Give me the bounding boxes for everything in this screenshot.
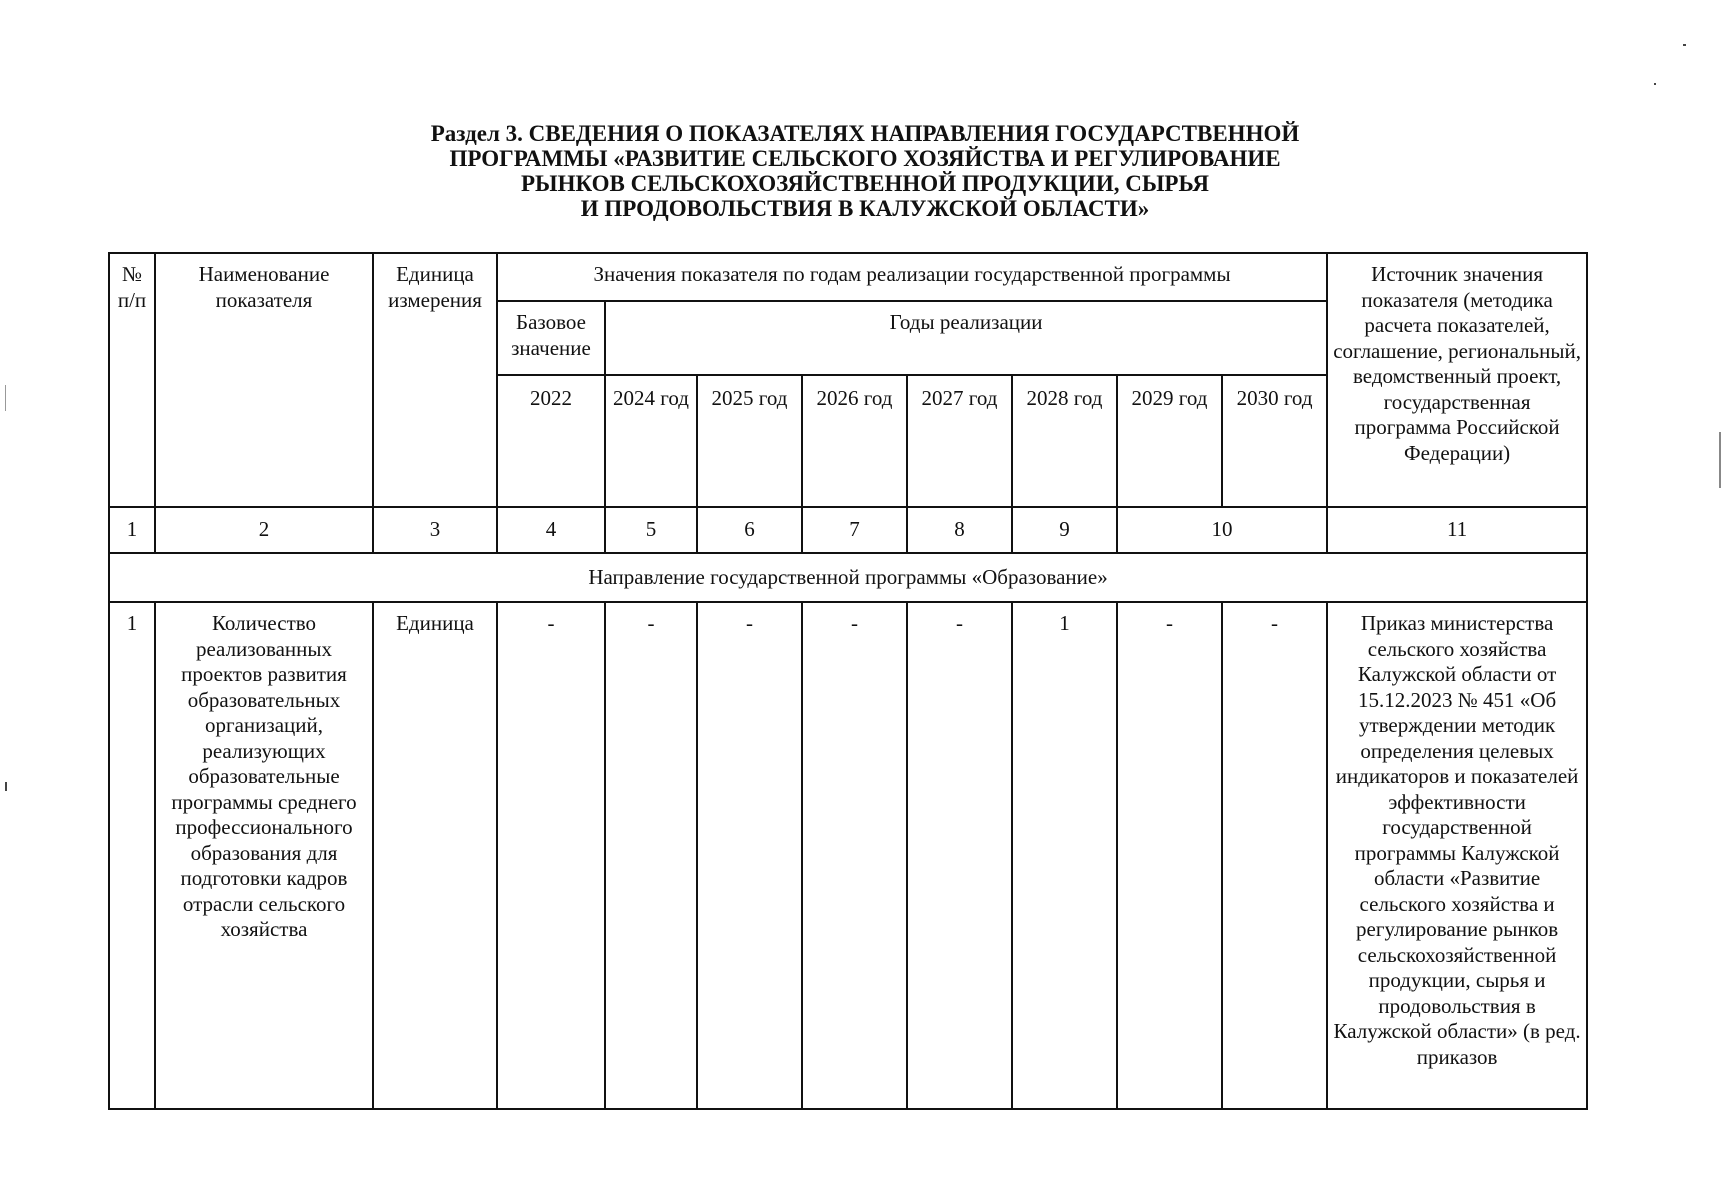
scan-mark-right-2: [1683, 44, 1686, 46]
title-line-1: Раздел 3. СВЕДЕНИЯ О ПОКАЗАТЕЛЯХ НАПРАВЛЕНИЯ ГОСУДАРСТВЕННОЙ: [430, 121, 1300, 146]
year-2030: 2030 год: [1222, 375, 1327, 507]
year-2024: 2024 год: [605, 375, 697, 507]
section-title: [300, 121, 1430, 221]
col-num-10: 10: [1117, 507, 1327, 553]
header-num: № п/п: [109, 253, 155, 507]
col-num-4: 4: [497, 507, 605, 553]
col-num-7: 7: [802, 507, 907, 553]
header-unit: Единица измерения: [373, 253, 497, 507]
scan-mark-right-3: [1654, 83, 1656, 85]
row-value-2027: -: [907, 602, 1012, 1109]
year-2025: 2025 год: [697, 375, 802, 507]
section-row: [109, 553, 1587, 602]
header-base: Базовое значение: [497, 301, 605, 375]
header-row-1: [109, 253, 1587, 301]
scan-mark-left-2: [5, 782, 7, 791]
section-direction-title: Направление государственной программы «Образование»: [109, 553, 1587, 602]
row-value-2024: -: [605, 602, 697, 1109]
row-indicator-name: Количество реализованных проектов развития образовательных организаций, реализующих образовательные программы среднего профессионального образования для подготовки кадров отрасли сельского хозяйства: [155, 602, 373, 1109]
row-value-2026: -: [802, 602, 907, 1109]
col-num-3: 3: [373, 507, 497, 553]
header-source: Источник значения показателя (методика расчета показателей, соглашение, региональный, ведомственный проект, государственная программа Российской Федерации): [1327, 253, 1587, 507]
col-num-11: 11: [1327, 507, 1587, 553]
row-value-2029: -: [1117, 602, 1222, 1109]
header-years-group: Годы реализации: [605, 301, 1327, 375]
year-2026: 2026 год: [802, 375, 907, 507]
header-values-group: Значения показателя по годам реализации государственной программы: [497, 253, 1327, 301]
col-num-2: 2: [155, 507, 373, 553]
col-num-9: 9: [1012, 507, 1117, 553]
title-line-4: И ПРОДОВОЛЬСТВИЯ В КАЛУЖСКОЙ ОБЛАСТИ»: [580, 196, 1150, 221]
row-num: 1: [109, 602, 155, 1109]
row-value-2025: -: [697, 602, 802, 1109]
column-numbers-row: [109, 507, 1587, 553]
header-name: Наименование показателя: [155, 253, 373, 507]
scan-mark-right-1: [1719, 432, 1721, 488]
year-2029: 2029 год: [1117, 375, 1222, 507]
row-value-2030: -: [1222, 602, 1327, 1109]
table-row: [109, 602, 1587, 1109]
scan-mark-left-1: [5, 385, 6, 411]
col-num-1: 1: [109, 507, 155, 553]
indicators-table: [108, 252, 1588, 1110]
row-unit: Единица: [373, 602, 497, 1109]
row-value-2028: 1: [1012, 602, 1117, 1109]
title-line-2: ПРОГРАММЫ «РАЗВИТИЕ СЕЛЬСКОГО ХОЗЯЙСТВА И РЕГУЛИРОВАНИЕ: [449, 146, 1281, 171]
year-2022: 2022: [497, 375, 605, 507]
col-num-8: 8: [907, 507, 1012, 553]
year-2027: 2027 год: [907, 375, 1012, 507]
year-2028: 2028 год: [1012, 375, 1117, 507]
col-num-5: 5: [605, 507, 697, 553]
row-value-2022: -: [497, 602, 605, 1109]
row-source: Приказ министерства сельского хозяйства Калужской области от 15.12.2023 № 451 «Об утверждении методик определения целевых индикаторов и показателей эффективности государственной программы Калужской области «Развитие сельского хозяйства и регулирование рынков сельскохозяйственной продукции, сырья и продовольствия в Калужской области» (в ред. приказов: [1327, 602, 1587, 1109]
col-num-6: 6: [697, 507, 802, 553]
title-line-3: РЫНКОВ СЕЛЬСКОХОЗЯЙСТВЕННОЙ ПРОДУКЦИИ, СЫРЬЯ: [520, 171, 1210, 196]
